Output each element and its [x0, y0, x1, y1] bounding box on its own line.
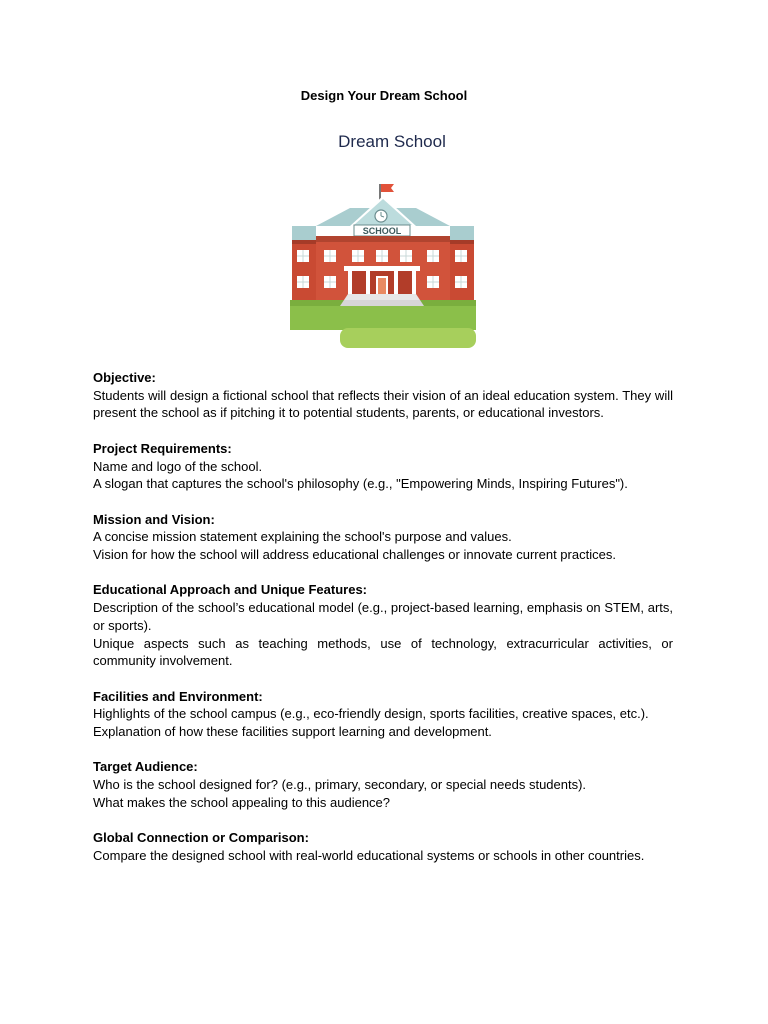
section — [93, 688, 673, 741]
section — [93, 581, 673, 670]
section-text: Vision for how the school will address educational challenges or innovate current practices. — [93, 547, 616, 562]
section-heading: Mission and Vision: — [93, 511, 215, 527]
section-text: What makes the school appealing to this audience? — [93, 794, 391, 810]
section-text: Highlights of the school campus (e.g., eco-friendly design, sports facilities, creative spaces, etc.). — [93, 706, 649, 722]
section-text: A concise mission statement explaining the school's purpose and values. — [93, 529, 512, 545]
section-text: Students will design a fictional school that reflects their vision of an ideal education system. They will present the school as if pitching it to potential students, parents, or educational investors. — [93, 387, 673, 421]
section-heading: Global Connection or Comparison: — [93, 830, 309, 846]
section-text: Explanation of how these facilities support learning and development. — [93, 724, 492, 739]
logo-caption: Dream School — [338, 132, 446, 151]
section-text: Compare the designed school with real-world educational systems or schools in other countries. — [93, 847, 645, 863]
section-heading: Objective: — [93, 370, 156, 385]
section-text: A slogan that captures the school's philosophy (e.g., "Empowering Minds, Inspiring Futures"). — [93, 476, 628, 492]
section — [93, 829, 673, 864]
section-heading: Target Audience: — [93, 759, 198, 775]
svg-text:SCHOOL: SCHOOL — [362, 226, 402, 236]
section — [93, 440, 673, 493]
section-text: Name and logo of the school. — [93, 458, 263, 474]
school-building-icon — [290, 182, 476, 348]
document-body — [93, 369, 673, 882]
section — [93, 369, 673, 422]
section-text: Unique aspects such as teaching methods, use of technology, extracurricular activities, or community involvement. — [93, 635, 673, 669]
section-heading: Educational Approach and Unique Features: — [93, 582, 367, 598]
section-text: Description of the school’s educational model (e.g., project-based learning, emphasis on STEM, arts, or sports). — [93, 600, 673, 633]
section — [93, 758, 673, 811]
document-title: Design Your Dream School — [300, 88, 468, 103]
section — [93, 511, 673, 564]
section-heading: Project Requirements: — [93, 440, 232, 456]
section-text: Who is the school designed for? (e.g., primary, secondary, or special needs students). — [93, 777, 587, 793]
section-heading: Facilities and Environment: — [93, 688, 263, 704]
